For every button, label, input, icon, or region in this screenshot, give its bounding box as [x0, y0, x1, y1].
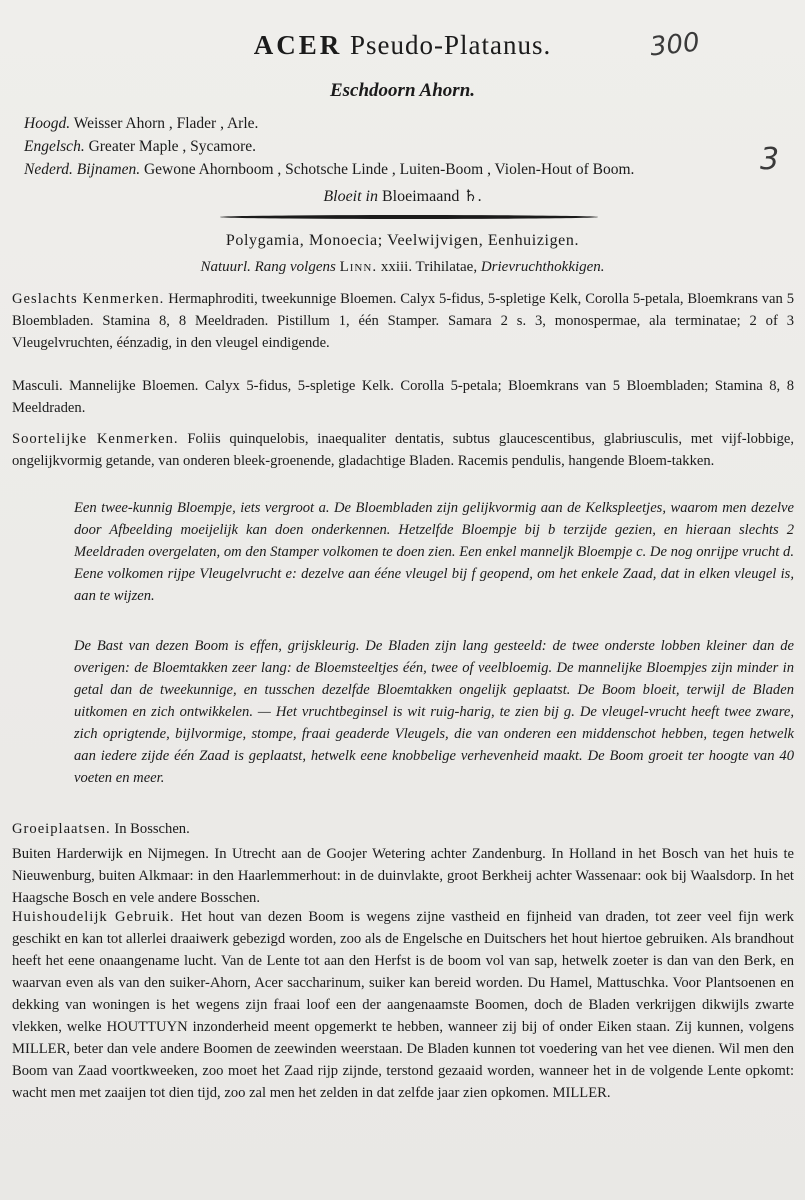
- bloeit-text: Bloeimaand ♄.: [382, 188, 482, 205]
- figure-explanation: Een twee-kunnig Bloempje, iets vergroot a. De Bloembladen zijn gelijkvormig aan de Kelkspleetjes, waarom men dezelve door Afbeelding moeijelijk kan doen onderkennen. Hetzelfde Bloempje bij b terzijde gezien, en hieraan slechts 2 Meeldraden overgelaten, om den Stamper volkomen te doen zien. Een enkel manneljk Bloempje c. De nog onrijpe vrucht d. Eene volkomen rijpe Vleugelvrucht e: dezelve aan ééne vleugel bij f geopend, om het enkele Zaad, dat in elken vleugel is, aan te wijzen.: [74, 500, 794, 604]
- engelsch-label: Engelsch.: [24, 138, 85, 155]
- nederd-text: Gewone Ahornboom , Schotsche Linde , Luiten-Boom , Violen-Hout of Boom.: [143, 161, 635, 178]
- common-name: Eschdoorn Ahorn.: [329, 80, 476, 101]
- nederd-label: Nederd. Bijnamen.: [24, 161, 141, 178]
- habitat-heading: Groeiplaatsen.: [12, 821, 111, 837]
- genus-name: ACER: [253, 30, 343, 60]
- engelsch-row: [24, 135, 784, 158]
- classification-line: Polygamia, Monoecia; Veelwijvigen, Eenhuizigen.: [225, 232, 580, 249]
- household-use-heading: Huishoudelijk Gebruik.: [12, 909, 175, 925]
- household-use: [12, 906, 794, 1104]
- hoogd-label: Hoogd.: [24, 115, 71, 132]
- rank-italic: Drievruchthokkigen.: [480, 259, 605, 275]
- bloeit-label: Bloeit in: [323, 188, 378, 205]
- rank-text: xxiii. Trihilatae,: [380, 259, 478, 275]
- engelsch-text: Greater Maple , Sycamore.: [88, 138, 256, 155]
- species-characters: [12, 428, 794, 472]
- genus-characters: [12, 288, 794, 354]
- bark-description: De Bast van dezen Boom is effen, grijskleurig. De Bladen zijn lang gesteeld: de twee onderste lobben kleiner dan de overigen: de Bloemtakken zeer lang: de Bloemsteeltjes één, twee of veelbloemig. De mannelijke Bloempjes zijn minder in getal dan de tweekunnige, en tusschen dezelfde Bloemtakken ongelijk geplaatst. De Boom bloeit, terwijl de Bladen uitkomen en zich ontwikkelen. — Het vruchtbeginsel is wit ruig-harig, te zien bij g. De vleugel-vrucht heeft twee zware, zich oprigtende, bijlvormige, stompe, fraai geaderde Vleugels, die van onderen een middenschot hebben, tegen hetwelk aan iedere zijde één Zaad is geplaatst, hetwelk eene knobbelige verhevenheid maakt. De Boom groeit ter hoogte van 40 voeten en meer.: [74, 638, 794, 786]
- male-flowers: Masculi. Mannelijke Bloemen. Calyx 5-fidus, 5-spletige Kelk. Corolla 5-petala; Bloemkrans van 5 Bloembladen; Stamina 8, 8 Meeldraden.: [12, 378, 794, 416]
- household-use-text: Het hout van dezen Boom is wegens zijne vastheid en fijnheid van draden, tot zeer veel fijn werk geschikt en kan tot allerlei draaiwerk gebezigd worden, zoo als de Engelsche en Duitschers het hout hiertoe gebruiken. Als brandhout heeft het eene onaangename lucht. Van de Lente tot aan den Herfst is de boom vol van sap, hetwelk zoeter is dan van den Berk, en waarvan even als van den suiker-Ahorn, Acer saccharinum, suiker kan bereid worden. Du Hamel, Mattuschka. Voor Plantsoenen en dekking van woningen is het wegens zijn fraai loof een der aangenaamste Boomen, doch de Bladen verkrijgen dikwijls zwarte vlekken, welke HOUTTUYN inzonderheid meent opgemerkt te hebben, wanneer zij bij of onder Eiken staan. Zij kunnen, volgens MILLER, beter dan vele andere Boomen de zeewinden weerstaan. De Bladen kunnen tot voedering van het vee dienen. Wil men den Boom van Zaad voortkweeken, zoo moet het Zaad rijp zijnde, terstond gezaaid worden, wanneer het in de volgende Lente opkomt: wacht men met zaaijen tot dien tijd, zoo zal men het zelden in dat zelfde jaar zien opkomen. MILLER.: [12, 909, 794, 1101]
- hoogd-row: [24, 112, 784, 135]
- localities: Buiten Harderwijk en Nijmegen. In Utrecht aan de Goojer Wetering achter Zandenburg. In Holland in het Bosch van het huis te Nieuwenburg, buiten Alkmaar: in den Haarlemmerhout: in de duinvlakte, groot Berkheij achter Wassenaar: ook bij Waalsdorp. In het Haagsche Bosch en vele andere Bosschen.: [12, 846, 794, 906]
- pencil-number: 300: [648, 27, 702, 63]
- ornamental-rule: [220, 215, 598, 219]
- hoogd-text: Weisser Ahorn , Flader , Arle.: [73, 115, 259, 132]
- genus-characters-heading: Geslachts Kenmerken.: [12, 291, 165, 307]
- pencil-mark: 3: [760, 142, 780, 177]
- rank-label: Natuurl. Rang volgens: [200, 259, 336, 275]
- genus-characters-text: Hermaphroditi, tweekunnige Bloemen. Calyx 5-fidus, 5-spletige Kelk, Corolla 5-petala, Bloemkrans van 5 Bloembladen. Stamina 8, 8 Meeldraden. Pistillum 1, één Stamper. Samara 2 s. 3, monospermae, ala terminatae; 2 of 3 Vleugelvruchten, éénzadig, in den vleugel eindigende.: [12, 291, 795, 351]
- habitat: [12, 818, 794, 840]
- flowering-line: [0, 186, 805, 206]
- species-name: Pseudo-Platanus.: [350, 30, 552, 60]
- vernacular-names: [24, 112, 784, 181]
- species-characters-heading: Soortelijke Kenmerken.: [12, 431, 179, 447]
- nederd-row: [24, 158, 784, 181]
- species-characters-text: Foliis quinquelobis, inaequaliter dentatis, subtus glaucescentibus, glabriusculis, met vijf-lobbige, ongelijkvormig getande, van onderen bleek-groenende, gladachtige Bladen. Racemis pendulis, hangende Bloem-takken.: [12, 431, 794, 469]
- linn-abbrev: Linn.: [339, 259, 378, 275]
- habitat-text: In Bosschen.: [114, 821, 190, 837]
- natural-rank-line: [0, 259, 805, 276]
